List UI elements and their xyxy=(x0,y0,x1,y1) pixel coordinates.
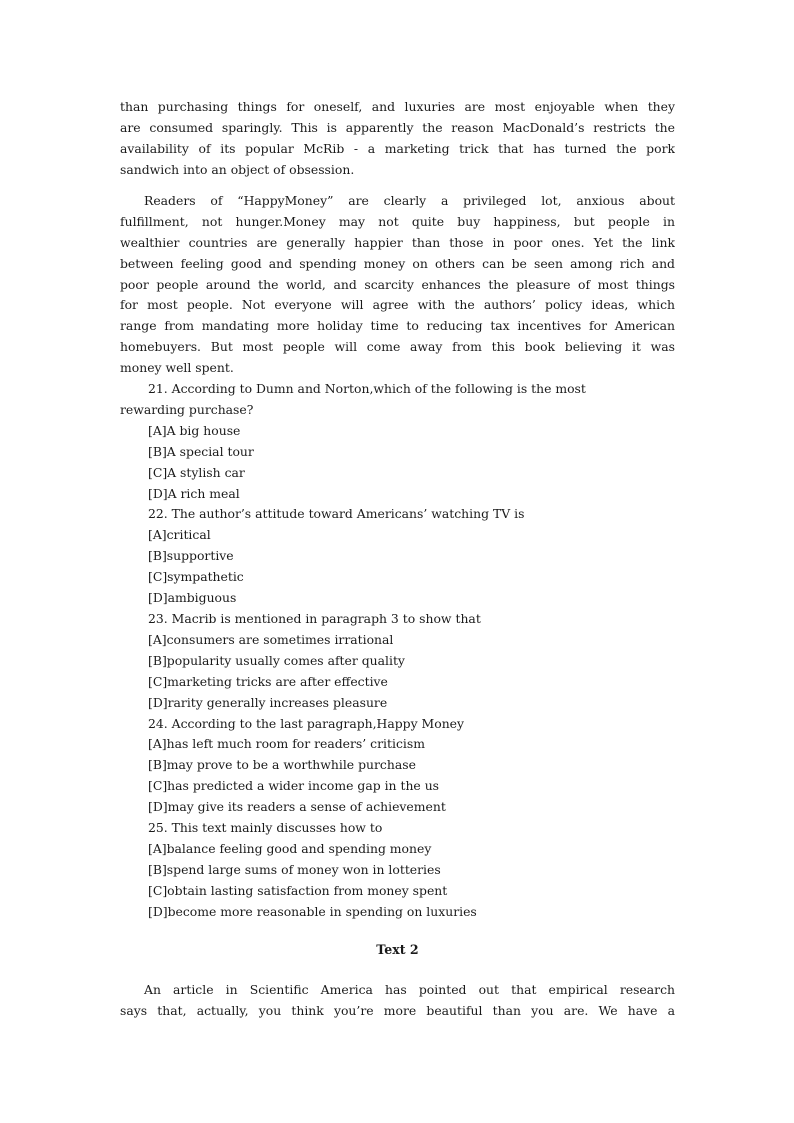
question-24-option-d: [D]may give its readers a sense of achievement xyxy=(148,799,446,815)
text-line: wealthier countries are generally happier than those in poor ones. Yet the link xyxy=(120,234,675,250)
text-line: Readers of “HappyMoney” are clearly a privileged lot, anxious about xyxy=(144,193,675,208)
question-22-option-b: [B]supportive xyxy=(148,548,234,564)
paragraph-text2 xyxy=(120,980,675,1022)
question-21-stem: 21. According to Dumn and Norton,which of the following is the most xyxy=(148,381,586,396)
text-line: homebuyers. But most people will come away from this book believing it was xyxy=(120,339,675,355)
question-23-option-d: [D]rarity generally increases pleasure xyxy=(148,694,388,710)
question-21-option-a: [A]A big house xyxy=(148,422,241,438)
question-25-stem: 25. This text mainly discusses how to xyxy=(148,820,383,836)
question-22-stem: 22. The author’s attitude toward Americans’ watching TV is xyxy=(148,506,525,522)
section-title: Text 2 xyxy=(376,942,419,957)
questions xyxy=(120,379,675,923)
question-25-option-c: [C]obtain lasting satisfaction from money spent xyxy=(148,882,448,898)
text-line: are consumed sparingly. This is apparently the reason MacDonald’s restricts the xyxy=(120,119,675,135)
text-line: between feeling good and spending money on others can be seen among rich and xyxy=(120,255,675,271)
question-23-stem: 23. Macrib is mentioned in paragraph 3 to show that xyxy=(148,610,481,626)
question-24-option-b: [B]may prove to be a worthwhile purchase xyxy=(148,757,416,773)
text-line: range from mandating more holiday time to reducing tax incentives for American xyxy=(120,318,675,334)
text-line: for most people. Not everyone will agree with the authors’ policy ideas, which xyxy=(120,297,675,313)
text-line: than purchasing things for oneself, and luxuries are most enjoyable when they xyxy=(120,99,675,114)
text-line: poor people around the world, and scarcity enhances the pleasure of most things xyxy=(120,276,675,292)
question-23-option-c: [C]marketing tricks are after effective xyxy=(148,673,388,689)
text-line: says that, actually, you think you’re more beautiful than you are. We have a xyxy=(120,1002,675,1018)
text-line: An article in Scientific America has pointed out that empirical research xyxy=(144,982,675,997)
question-21-stem-cont: rewarding purchase? xyxy=(120,401,254,417)
text-line: money well spent. xyxy=(120,360,234,376)
question-23-option-b: [B]popularity usually comes after quality xyxy=(148,652,405,668)
question-21-option-d: [D]A rich meal xyxy=(148,485,240,501)
question-25-option-b: [B]spend large sums of money won in lotteries xyxy=(148,861,441,877)
question-21-option-c: [C]A stylish car xyxy=(148,464,245,480)
question-25-option-a: [A]balance feeling good and spending money xyxy=(148,840,432,856)
question-21-option-b: [B]A special tour xyxy=(148,443,254,459)
question-24-stem: 24. According to the last paragraph,Happy Money xyxy=(148,715,465,731)
question-24-option-a: [A]has left much room for readers’ criticism xyxy=(148,736,425,752)
paragraph-last xyxy=(120,191,675,379)
question-22-option-d: [D]ambiguous xyxy=(148,590,237,606)
question-25-option-d: [D]become more reasonable in spending on luxuries xyxy=(148,903,477,919)
text-line: fulfillment, not hunger.Money may not quite buy happiness, but people in xyxy=(120,213,675,229)
text-line: availability of its popular McRib - a marketing trick that has turned the pork xyxy=(120,140,675,156)
question-24-option-c: [C]has predicted a wider income gap in the us xyxy=(148,778,440,794)
question-22-option-c: [C]sympathetic xyxy=(148,569,244,585)
question-23-option-a: [A]consumers are sometimes irrational xyxy=(148,631,394,647)
text-line: sandwich into an object of obsession. xyxy=(120,161,355,177)
paragraph-continued xyxy=(120,97,675,181)
question-22-option-a: [A]critical xyxy=(148,527,211,543)
